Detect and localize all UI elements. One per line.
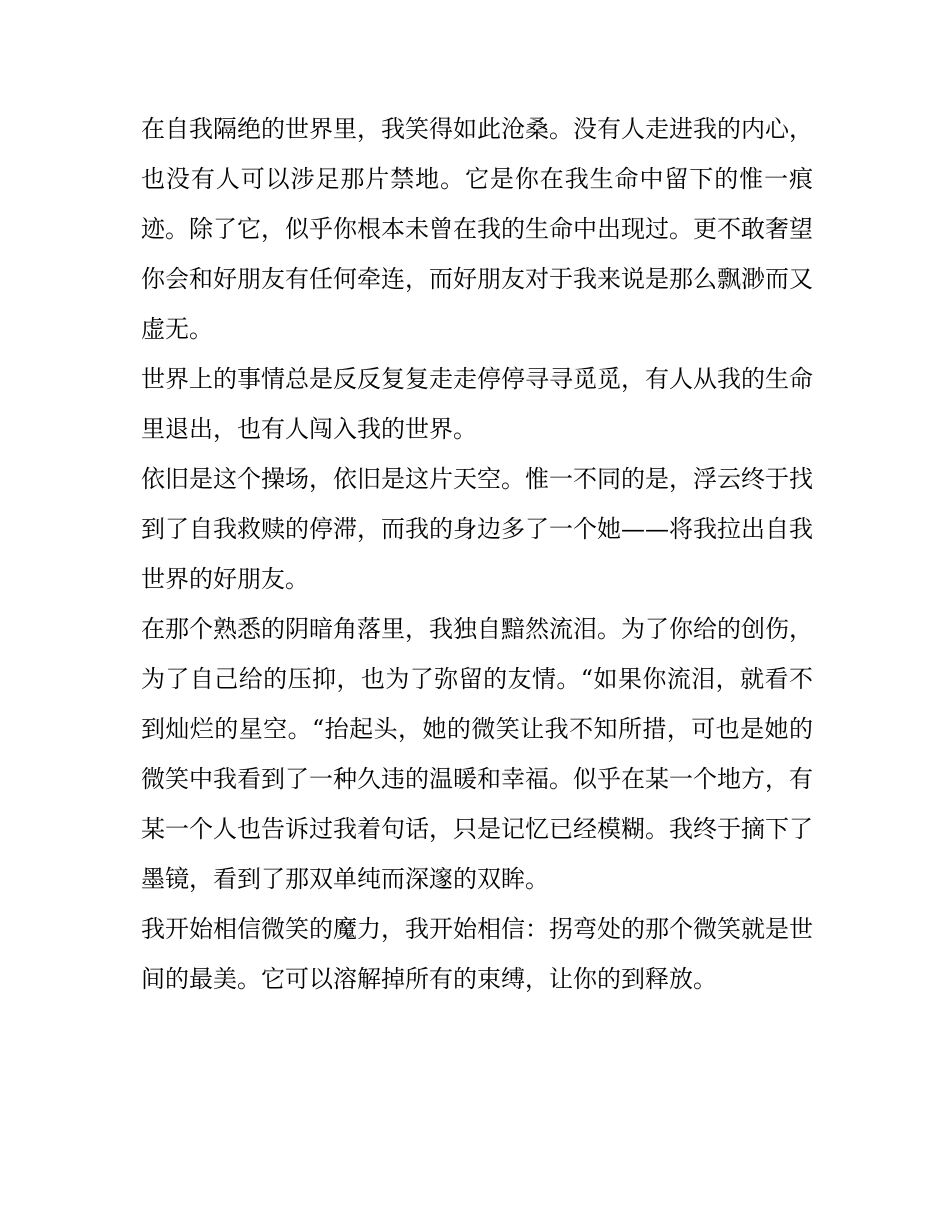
paragraph-4: 在那个熟悉的阴暗角落里，我独自黯然流泪。为了你给的创伤，为了自己给的压抑，也为了弥留的友情。“如果你流泪，就看不到灿烂的星空。“抬起头，她的微笑让我不知所措，可也是她的微笑中我看到了一种久违的温暖和幸福。似乎在某一个地方，有某一个人也告诉过我着句话，只是记忆已经模糊。我终于摘下了墨镜，看到了那双单纯而深邃的双眸。 bbox=[141, 615, 813, 893]
paragraph-5: 我开始相信微笑的魔力，我开始相信：拐弯处的那个微笑就是世间的最美。它可以溶解掉所有的束缚，让你的到释放。 bbox=[141, 915, 813, 993]
document-body bbox=[141, 104, 813, 1004]
paragraph-2: 世界上的事情总是反反复复走走停停寻寻觅觅，有人从我的生命里退出，也有人闯入我的世界。 bbox=[141, 365, 813, 443]
paragraph-1: 在自我隔绝的世界里，我笑得如此沧桑。没有人走进我的内心，也没有人可以涉足那片禁地。它是你在我生命中留下的惟一痕迹。除了它，似乎你根本未曾在我的生命中出现过。更不敢奢望你会和好朋友有任何牵连，而好朋友对于我来说是那么飘渺而又虚无。 bbox=[141, 115, 813, 343]
paragraph-3: 依旧是这个操场，依旧是这片天空。惟一不同的是，浮云终于找到了自我救赎的停滞，而我的身边多了一个她——将我拉出自我世界的好朋友。 bbox=[141, 465, 813, 593]
